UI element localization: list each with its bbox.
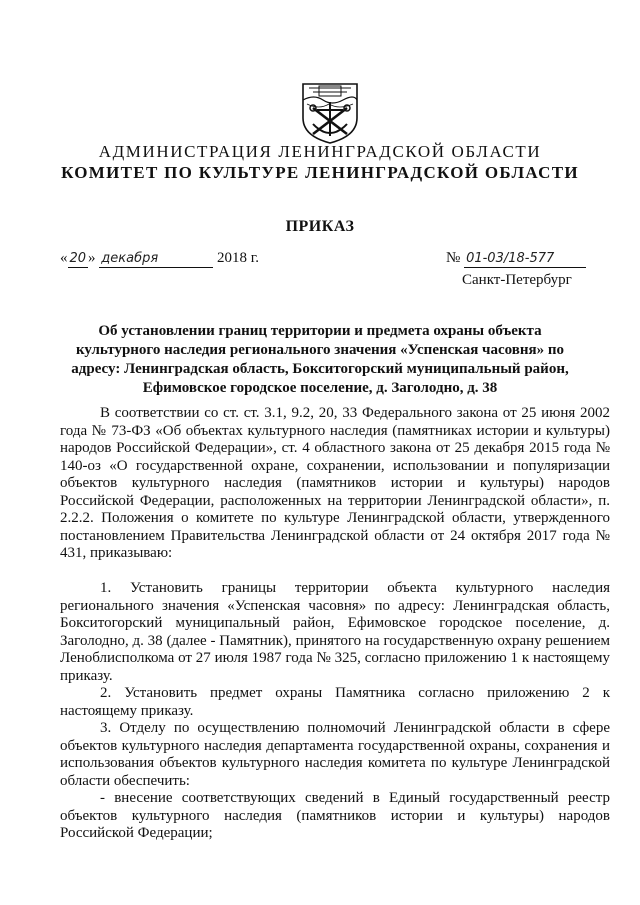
number-value: 01-03/18-577 <box>464 251 586 268</box>
order-items <box>60 580 610 843</box>
order-item-3: 3. Отделу по осуществлению полномочий Ленинградской области в сфере объектов культурного наследия департамента государственной охраны, сохранения и использования объектов культурного наследия комитета по культуре Ленинградской области обеспечить: <box>60 720 610 789</box>
organization-line-1: АДМИНИСТРАЦИЯ ЛЕНИНГРАДСКОЙ ОБЛАСТИ <box>98 142 542 161</box>
organization-line-2: КОМИТЕТ ПО КУЛЬТУРЕ ЛЕНИНГРАДСКОЙ ОБЛАСТИ <box>61 163 579 182</box>
document-number <box>446 250 586 268</box>
number-label: № <box>446 250 461 266</box>
order-item-3-bullet: - внесение соответствующих сведений в Единый государственный реестр объектов культурного наследия (памятников истории и культуры) народов Российской Федерации; <box>60 790 610 841</box>
preamble-paragraph: В соответствии со ст. ст. 3.1, 9.2, 20, 33 Федерального закона от 25 июня 2002 года № 73-ФЗ «Об объектах культурного наследия (памятниках истории и культуры) народов Российской Федерации», ст. 4 областного закона от 25 декабря 2015 года № 140-оз «О государственной охране, сохранении, использовании и популяризации объектов культурного наследия (памятников истории и культуры) народов Российской Федерации, расположенных на территории Ленинградской области», п. 2.2.2. Положения о комитете по культуре Ленинградской области, утвержденного постановлением Правительства Ленинградской области от 24 октября 2017 года № 431, приказываю: <box>60 405 610 561</box>
date-month: декабря <box>99 251 213 268</box>
date-year: 2018 г. <box>217 250 260 266</box>
city: Санкт-Петербург <box>462 272 572 288</box>
coat-of-arms-icon <box>299 80 361 146</box>
preamble-block <box>60 405 610 563</box>
order-item-2: 2. Установить предмет охраны Памятника согласно приложению 2 к настоящему приказу. <box>60 685 610 719</box>
document-type-title: ПРИКАЗ <box>285 218 355 235</box>
document-subject: Об установлении границ территории и предмета охраны объекта культурного наследия регионального значения «Успенская часовня» по адресу: Ленинградская область, Бокситогорский муниципальный район, Ефимовское городское поселение, д. Заголодно, д. 38 <box>71 323 569 396</box>
date-day: 20 <box>69 251 87 266</box>
order-item-1: 1. Установить границы территории объекта культурного наследия регионального значения «Успенская часовня» по адресу: Ленинградская область, Бокситогорский муниципальный район, Ефимовское городское поселение, д. Заголодно, д. 38 (далее - Памятник), принятого на государственную охрану решением Леноблисполкома от 27 июля 1987 года № 325, согласно приложению 1 к настоящему приказу. <box>60 580 610 684</box>
document-date: « 20 » декабря 2018 г. <box>60 250 260 266</box>
